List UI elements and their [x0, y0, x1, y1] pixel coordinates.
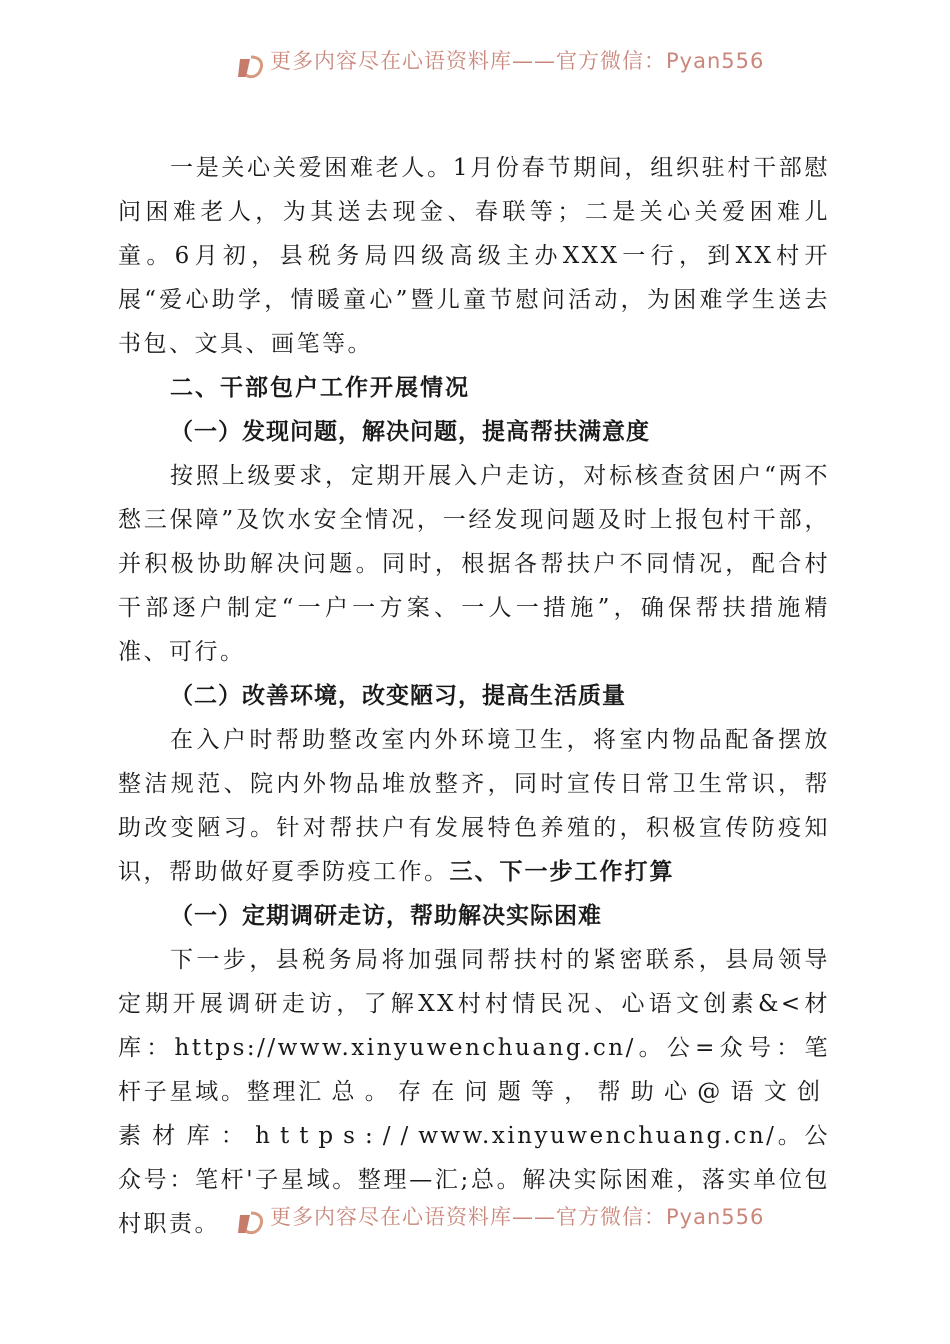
- subsection-heading-2-2: （二）改善环境，改变陋习，提高生活质量: [170, 683, 626, 709]
- paragraph-environment-text: 在入户时帮助整改室内外环境卫生，将室内物品配备摆放整洁规范、院内外物品堆放整齐，同时宣传日常卫生常识，帮助改变陋习。针对帮扶户有发展特色养殖的，积极宣传防疫知识，帮助做好夏季防疫工作。: [118, 727, 830, 885]
- paragraph-next-steps: [118, 938, 830, 1246]
- paragraph-environment: [118, 718, 830, 894]
- brand-logo-icon: [236, 53, 266, 81]
- paragraph-care-elderly-children: 一是关心关爱困难老人。1月份春节期间，组织驻村干部慰问困难老人，为其送去现金、春联等；二是关心关爱困难儿童。6月初，县税务局四级高级主办XXX一行，到XX村开展“爱心助学，情暖童心”暨儿童节慰问活动，为困难学生送去书包、文具、画笔等。: [118, 155, 830, 357]
- brand-logo-icon: [236, 1209, 266, 1237]
- watermark-text: 更多内容尽在心语资料库——官方微信：Pyan556: [270, 1206, 765, 1229]
- subsection-heading-2-1: （一）发现问题，解决问题，提高帮扶满意度: [170, 419, 650, 445]
- paragraph-household-visits: 按照上级要求，定期开展入户走访，对标核查贫困户“两不愁三保障”及饮水安全情况，一经发现问题及时上报包村干部，并积极协助解决问题。同时，根据各帮扶户不同情况，配合村干部逐户制定“一户一方案、一人一措施”，确保帮扶措施精准、可行。: [118, 463, 830, 665]
- document-body: [118, 146, 830, 1246]
- paragraph-next-steps-part-c: www.xinyuwenchuang.cn/。公众号：笔杆'子星域。整理—汇;总。解决实际困难，落实单位包村职责。: [118, 1123, 830, 1237]
- section-heading-3: 三、下一步工作打算: [449, 859, 675, 885]
- header-watermark: [236, 50, 764, 84]
- footer-watermark: [236, 1206, 764, 1240]
- paragraph-next-steps-part-a: 下一步，县税务局将加强同帮扶村的紧密联系，县局领导定期开展调研走访，了解XX村村情民况、心语文创素&<材库：https://www.xinyuwenchuang.cn/。公=众号：笔杆子星域。整理: [118, 947, 830, 1105]
- section-heading-2: 二、干部包户工作开展情况: [170, 375, 470, 401]
- subsection-heading-3-1: （一）定期调研走访，帮助解决实际困难: [170, 903, 602, 929]
- paragraph-next-steps-part-b: 汇总。存在问题等，帮助心@语文创素材库：https://: [118, 1079, 830, 1149]
- watermark-text: 更多内容尽在心语资料库——官方微信：Pyan556: [270, 50, 765, 73]
